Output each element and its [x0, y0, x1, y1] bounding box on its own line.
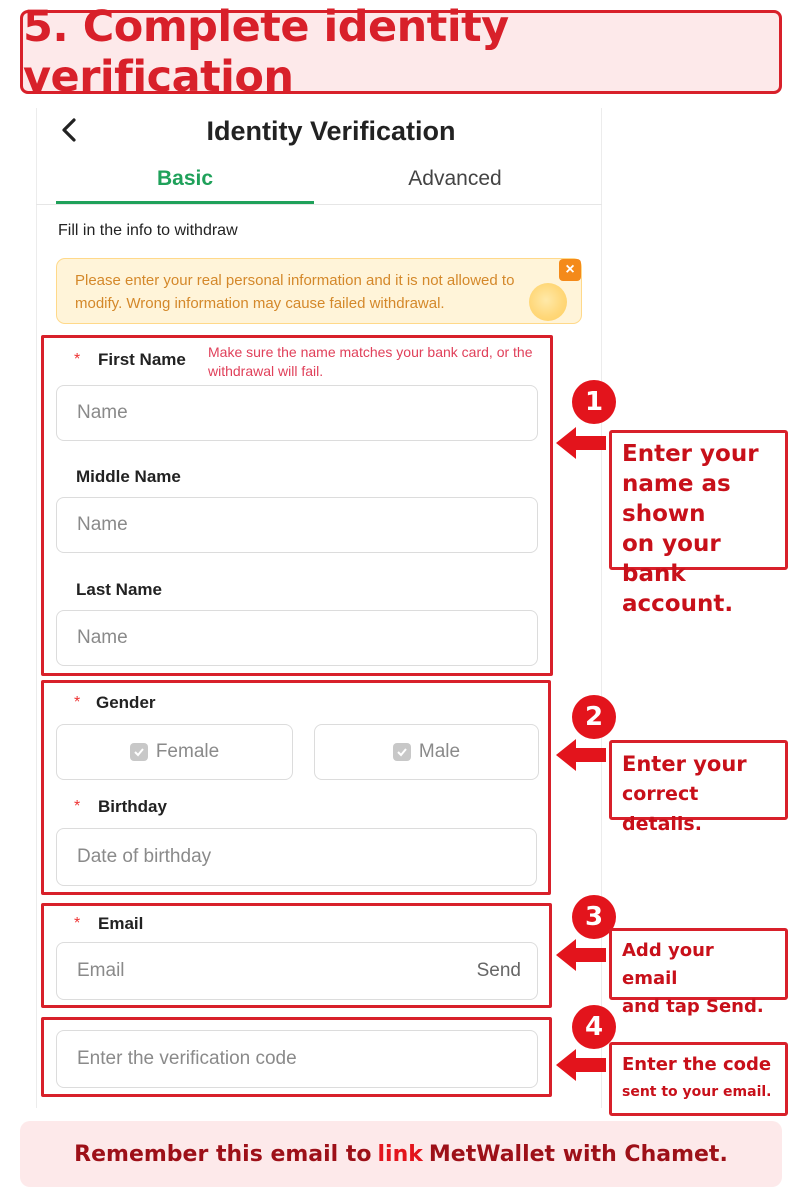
step-2-callout [609, 740, 788, 835]
step-1-callout [609, 430, 788, 617]
birthday-label: Birthday [98, 797, 167, 816]
callout-line: Add your email [622, 940, 714, 989]
first-name-hint: Make sure the name matches your bank card, or the withdrawal will fail. [208, 344, 533, 379]
divider [36, 204, 602, 205]
footer-text-before: Remember this email to [74, 1141, 372, 1167]
instruction-text: Fill in the info to withdraw [58, 222, 238, 239]
required-marker: * [74, 694, 81, 711]
email-label: Email [98, 914, 144, 933]
callout-line: name as shown [622, 471, 731, 527]
highlight-box-code [41, 1017, 552, 1097]
required-marker: * [74, 915, 81, 932]
tab-basic[interactable]: Basic [156, 167, 214, 190]
coin-decoration-icon [529, 283, 567, 321]
middle-name-label: Middle Name [76, 467, 181, 486]
last-name-label: Last Name [76, 580, 162, 599]
verification-code-placeholder: Enter the verification code [77, 1048, 297, 1069]
close-icon[interactable]: × [559, 259, 581, 281]
highlight-box-details [41, 680, 551, 895]
callout-line: sent to your email. [622, 1084, 772, 1100]
callout-line: account. [622, 591, 734, 617]
step-4-callout [609, 1042, 788, 1116]
gender-male-label: Male [418, 741, 461, 762]
highlight-box-email [41, 903, 552, 1008]
title-banner [20, 2, 782, 102]
callout-line: and tap Send. [622, 996, 764, 1017]
step-2-badge: 2 [572, 695, 616, 739]
step-1-badge: 1 [572, 380, 616, 424]
footer-link-word: link [377, 1141, 423, 1167]
gender-female-label: Female [155, 741, 220, 762]
first-name-placeholder: Name [77, 402, 128, 423]
callout-line: Enter the code [622, 1054, 772, 1075]
middle-name-placeholder: Name [77, 514, 128, 535]
arrow-left-icon [556, 737, 606, 773]
arrow-left-icon [556, 937, 606, 973]
page-title: Identity Verification [206, 116, 456, 146]
footer-text-after: MetWallet with Chamet. [428, 1141, 728, 1167]
gender-label: Gender [96, 693, 156, 712]
callout-line: Enter your [622, 752, 747, 776]
step-3-callout [609, 928, 788, 1017]
step-4-badge: 4 [572, 1005, 616, 1049]
tab-advanced[interactable]: Advanced [408, 167, 502, 190]
send-button[interactable]: Send [476, 960, 521, 981]
highlight-box-name [41, 335, 553, 676]
footer-banner [20, 1121, 782, 1187]
notice-text: Please enter your real personal information and it is not allowed to modify. Wrong information may cause failed withdrawal. [75, 272, 515, 312]
arrow-left-icon [556, 425, 606, 461]
arrow-left-icon [556, 1047, 606, 1083]
banner-title: 5. Complete identity verification [23, 2, 509, 102]
first-name-label: First Name [98, 350, 186, 369]
last-name-placeholder: Name [77, 627, 128, 648]
callout-line: Enter your [622, 441, 759, 467]
birthday-placeholder: Date of birthday [77, 846, 212, 867]
callout-line: on your bank [622, 531, 721, 587]
notice-banner [56, 258, 582, 324]
required-marker: * [74, 798, 81, 815]
required-marker: * [74, 351, 81, 368]
step-3-badge: 3 [572, 895, 616, 939]
callout-line: correct details. [622, 783, 702, 835]
email-placeholder: Email [77, 960, 125, 981]
